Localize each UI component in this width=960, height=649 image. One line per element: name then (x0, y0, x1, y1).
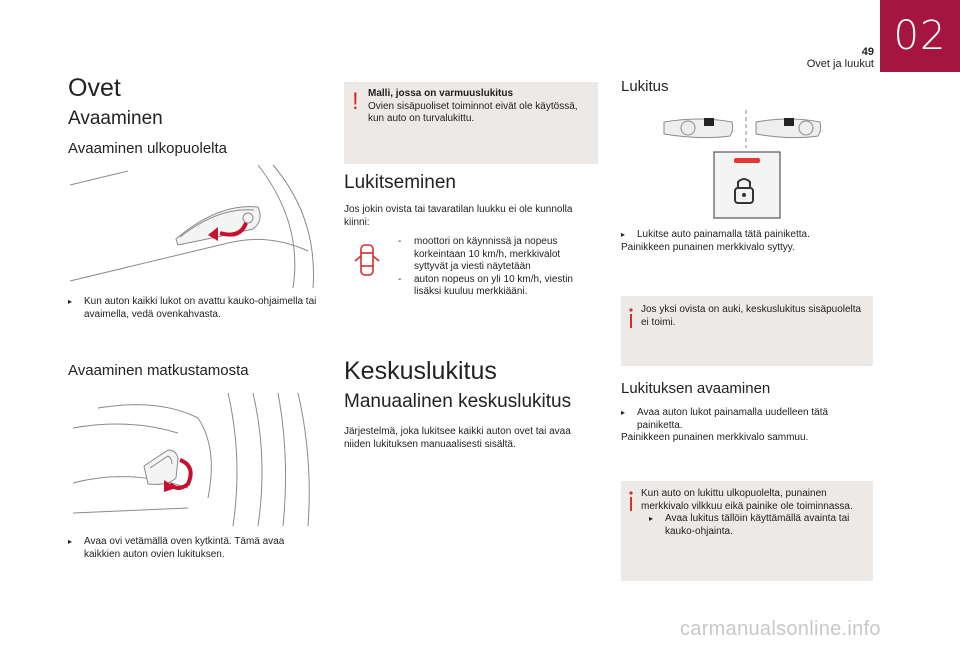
unlock-step-result: Painikkeen punainen merkkivalo sammuu. (621, 432, 809, 443)
heading-lock: Lukitus (621, 78, 669, 95)
lock-step: ▸ Lukitse auto painamalla tätä painiketta. Painikkeen punainen merkkivalo syttyy. (621, 229, 861, 254)
manual-central-locking-text: Järjestelmä, joka lukitsee kaikki auton ovet tai avaa niiden lukituksen manuaalisesti sisältä. (344, 426, 571, 450)
heading-central-locking: Keskuslukitus (344, 357, 497, 385)
watermark: carmanualsonline.info (680, 618, 881, 640)
opening-outside-step (68, 296, 328, 321)
lock-step-result: Painikkeen punainen merkkivalo syttyy. (621, 241, 795, 253)
door-handle-illustration (68, 163, 318, 288)
lock-button-illustration (660, 108, 840, 220)
info-note-box (621, 296, 873, 366)
info-2-text: Kun auto on lukittu ulkopuolelta, punainen merkkivalo vilkkuu eikä painike ole toiminnassa. (641, 488, 853, 512)
door-open-warning-icon (352, 242, 382, 278)
warning-exclamation-icon: ! (352, 88, 359, 115)
page-number: 49 (861, 46, 874, 58)
info-2-step: Avaa lukitus tällöin käyttämällä avainta tai kauko-ohjainta. (665, 513, 850, 537)
warning-note-box (344, 82, 598, 164)
arrow-bullet-icon: ▸ (621, 408, 626, 417)
page-title: Ovet (68, 74, 121, 102)
heading-opening-inside: Avaaminen matkustamosta (68, 362, 249, 379)
info-note-box-2 (621, 481, 873, 581)
warning-title: Malli, jossa on varmuuslukitus (368, 88, 514, 99)
chapter-number-tab: 02 (880, 0, 960, 72)
list-item: - moottori on käynnissä ja nopeus korkeintaan 10 km/h, merkkivalot syttyvät ja viesti näytetään (398, 236, 561, 272)
unlock-step: ▸ Avaa auton lukot painamalla uudelleen tätä painiketta. Painikkeen punainen merkkivalo sammuu. (621, 407, 861, 445)
list-item: - auton nopeus on yli 10 km/h, viestin lisäksi kuuluu merkkiääni. (398, 273, 573, 297)
arrow-bullet-icon: ▸ (68, 537, 73, 546)
info-icon (627, 491, 635, 511)
info-icon (627, 308, 635, 328)
heading-manual-central-locking: Manuaalinen keskuslukitus (344, 391, 572, 412)
heading-opening-outside: Avaaminen ulkopuolelta (68, 140, 228, 157)
locking-condition-list (398, 236, 576, 299)
opening-outside-text: Kun auton kaikki lukot on avattu kauko-ohjaimella tai avaimella, vedä ovenkahvasta. (84, 296, 317, 320)
opening-inside-text: Avaa ovi vetämällä oven kytkintä. Tämä avaa kaikkien auton ovien lukituksen. (84, 536, 285, 560)
heading-unlock: Lukituksen avaaminen (621, 380, 771, 397)
heading-locking: Lukitseminen (344, 172, 456, 193)
arrow-bullet-icon: ▸ (621, 230, 626, 239)
chapter-title: Ovet ja luukut (806, 58, 874, 70)
arrow-bullet-icon: ▸ (68, 297, 73, 306)
section-title-opening: Avaaminen (68, 108, 163, 129)
locking-intro: Jos jokin ovista tai tavaratilan luukku ei ole kunnolla kiinni: (344, 204, 573, 228)
arrow-bullet-icon: ▸ (649, 514, 654, 523)
opening-inside-step (68, 536, 308, 561)
interior-door-illustration (68, 388, 323, 526)
warning-text: Ovien sisäpuoliset toiminnot eivät ole käytössä, kun auto on turvalukittu. (368, 100, 578, 124)
info-text: Jos yksi ovista on auki, keskuslukitus sisäpuolelta ei toimi. (641, 304, 862, 328)
